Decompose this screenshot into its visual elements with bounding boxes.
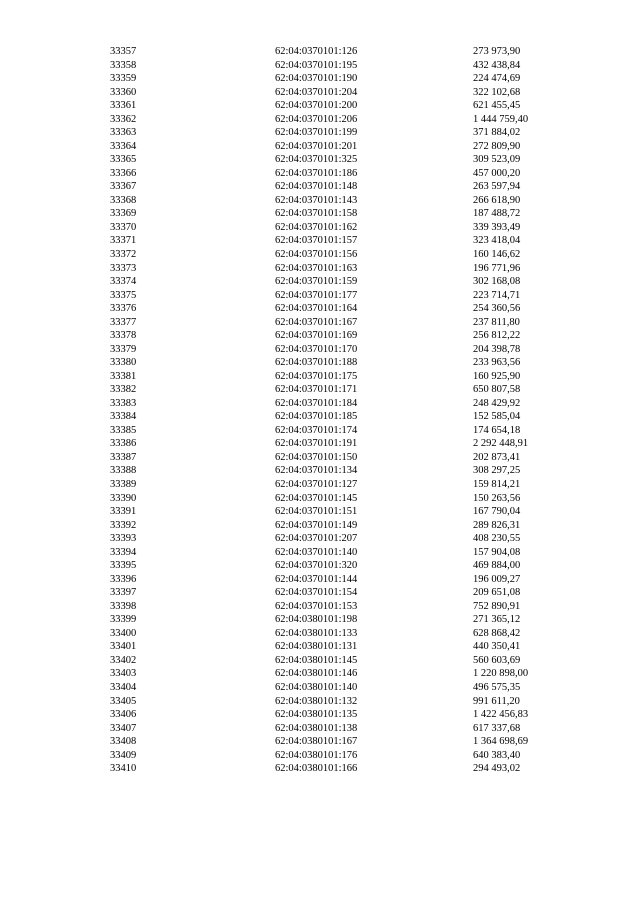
table-row [110, 722, 583, 736]
cadastral-number: 62:04:0370101:126 [275, 46, 358, 57]
cadastral-number: 62:04:0370101:175 [275, 370, 358, 382]
cadastral-number: 62:04:0370101:157 [275, 235, 358, 247]
cadastral-value: 1 220 898,00 [473, 668, 529, 680]
cadastral-value: 289 826,31 [473, 519, 521, 531]
cadastral-value: 323 418,04 [473, 235, 521, 247]
cadastral-number: 62:04:0370101:164 [275, 303, 358, 315]
table-row [110, 735, 583, 749]
cadastral-number: 62:04:0370101:134 [275, 465, 358, 477]
row-number: 33373 [110, 262, 137, 274]
cadastral-number: 62:04:0380101:131 [275, 641, 358, 653]
row-number: 33370 [110, 221, 137, 233]
cadastral-number: 62:04:0370101:148 [275, 181, 358, 193]
row-number: 33365 [110, 154, 137, 166]
cadastral-number: 62:04:0370101:188 [275, 357, 358, 369]
cadastral-number: 62:04:0370101:151 [275, 506, 358, 518]
cadastral-number: 62:04:0380101:138 [275, 722, 358, 734]
cadastral-value: 1 364 698,69 [473, 736, 529, 748]
cadastral-number: 62:04:0370101:190 [275, 73, 358, 85]
cadastral-value-table [110, 45, 583, 776]
cadastral-number: 62:04:0380101:145 [275, 654, 358, 666]
row-number: 33387 [110, 451, 137, 463]
cadastral-number: 62:04:0370101:159 [275, 276, 358, 288]
cadastral-value: 159 814,21 [473, 479, 521, 490]
cadastral-value: 273 973,90 [473, 46, 521, 57]
cadastral-value: 256 812,22 [473, 330, 521, 342]
cadastral-number: 62:04:0370101:204 [275, 86, 358, 98]
table-row [110, 262, 583, 276]
cadastral-number: 62:04:0370101:199 [275, 127, 358, 139]
cadastral-value: 991 611,20 [473, 695, 520, 707]
cadastral-value: 254 360,56 [473, 303, 521, 315]
table-row [110, 492, 583, 506]
cadastral-number: 62:04:0370101:154 [275, 587, 358, 599]
cadastral-value: 150 263,56 [473, 492, 521, 504]
row-number: 33379 [110, 343, 137, 355]
cadastral-number: 62:04:0370101:144 [275, 573, 358, 585]
cadastral-value: 408 230,55 [473, 533, 521, 545]
row-number: 33359 [110, 73, 137, 85]
cadastral-number: 62:04:0370101:207 [275, 533, 358, 545]
row-number: 33375 [110, 289, 137, 301]
cadastral-number: 62:04:0380101:135 [275, 709, 358, 721]
cadastral-number: 62:04:0370101:320 [275, 560, 358, 572]
row-number: 33401 [110, 641, 137, 653]
cadastral-number: 62:04:0370101:177 [275, 289, 358, 301]
row-number: 33395 [110, 560, 137, 572]
table-row [110, 194, 583, 208]
row-number: 33382 [110, 384, 137, 396]
cadastral-value: 621 455,45 [473, 100, 521, 112]
cadastral-value: 237 811,80 [473, 316, 520, 328]
cadastral-value: 160 925,90 [473, 370, 521, 382]
table-row [110, 600, 583, 614]
cadastral-number: 62:04:0370101:174 [275, 424, 358, 436]
cadastral-number: 62:04:0370101:145 [275, 492, 358, 504]
table-row [110, 207, 583, 221]
cadastral-value: 308 297,25 [473, 465, 521, 477]
cadastral-number: 62:04:0370101:127 [275, 479, 358, 490]
cadastral-number: 62:04:0370101:149 [275, 519, 358, 531]
table-row [110, 99, 583, 113]
table-row [110, 140, 583, 154]
table-row [110, 221, 583, 235]
table-row [110, 289, 583, 303]
cadastral-number: 62:04:0380101:198 [275, 614, 358, 626]
row-number: 33397 [110, 587, 137, 599]
table-row [110, 397, 583, 411]
cadastral-number: 62:04:0370101:167 [275, 316, 358, 328]
cadastral-value: 174 654,18 [473, 424, 521, 436]
cadastral-value: 167 790,04 [473, 506, 521, 518]
cadastral-value: 152 585,04 [473, 411, 521, 423]
table-row [110, 749, 583, 763]
table-row [110, 316, 583, 330]
table-row [110, 546, 583, 560]
row-number: 33407 [110, 722, 137, 734]
cadastral-number: 62:04:0380101:140 [275, 681, 358, 693]
row-number: 33364 [110, 140, 137, 152]
table-row [110, 370, 583, 384]
cadastral-number: 62:04:0370101:156 [275, 248, 358, 260]
row-number: 33392 [110, 519, 137, 531]
row-number: 33385 [110, 424, 137, 436]
row-number: 33371 [110, 235, 137, 247]
table-row [110, 343, 583, 357]
table-row [110, 248, 583, 262]
row-number: 33378 [110, 330, 137, 342]
cadastral-number: 62:04:0370101:169 [275, 330, 358, 342]
cadastral-number: 62:04:0370101:185 [275, 411, 358, 423]
cadastral-value: 233 963,56 [473, 357, 521, 369]
row-number: 33381 [110, 370, 137, 382]
cadastral-value: 650 807,58 [473, 384, 521, 396]
row-number: 33374 [110, 276, 137, 288]
cadastral-value: 628 868,42 [473, 627, 521, 639]
cadastral-value: 432 438,84 [473, 59, 521, 71]
cadastral-value: 272 809,90 [473, 140, 521, 152]
row-number: 33393 [110, 533, 137, 545]
table-row [110, 424, 583, 438]
table-row [110, 86, 583, 100]
cadastral-value: 440 350,41 [473, 641, 521, 653]
table-row [110, 708, 583, 722]
cadastral-value: 457 000,20 [473, 167, 521, 179]
cadastral-number: 62:04:0380101:166 [275, 763, 358, 775]
table-row [110, 437, 583, 451]
cadastral-number: 62:04:0380101:167 [275, 736, 358, 748]
row-number: 33366 [110, 167, 137, 179]
row-number: 33403 [110, 668, 137, 680]
table-row [110, 180, 583, 194]
cadastral-number: 62:04:0370101:150 [275, 451, 358, 463]
cadastral-value: 752 890,91 [473, 600, 521, 612]
row-number: 33357 [110, 46, 137, 57]
cadastral-value: 196 771,96 [473, 262, 521, 274]
cadastral-number: 62:04:0380101:133 [275, 627, 358, 639]
row-number: 33369 [110, 208, 137, 220]
row-number: 33363 [110, 127, 137, 139]
table-row [110, 695, 583, 709]
cadastral-value: 223 714,71 [473, 289, 521, 301]
cadastral-value: 322 102,68 [473, 86, 521, 98]
table-row [110, 113, 583, 127]
cadastral-value: 209 651,08 [473, 587, 521, 599]
cadastral-number: 62:04:0370101:170 [275, 343, 358, 355]
row-number: 33405 [110, 695, 137, 707]
cadastral-value: 157 904,08 [473, 546, 521, 558]
table-body [110, 45, 583, 776]
cadastral-value: 371 884,02 [473, 127, 521, 139]
cadastral-number: 62:04:0370101:162 [275, 221, 358, 233]
row-number: 33404 [110, 681, 137, 693]
table-row [110, 153, 583, 167]
row-number: 33372 [110, 248, 137, 260]
cadastral-value: 248 429,92 [473, 397, 521, 409]
table-row [110, 640, 583, 654]
cadastral-number: 62:04:0380101:176 [275, 749, 358, 761]
table-row [110, 45, 583, 59]
cadastral-number: 62:04:0370101:140 [275, 546, 358, 558]
cadastral-number: 62:04:0370101:325 [275, 154, 358, 166]
table-row [110, 329, 583, 343]
table-row [110, 126, 583, 140]
cadastral-value: 469 884,00 [473, 560, 521, 572]
cadastral-number: 62:04:0370101:201 [275, 140, 358, 152]
cadastral-value: 266 618,90 [473, 194, 521, 206]
cadastral-number: 62:04:0380101:132 [275, 695, 358, 707]
table-row [110, 762, 583, 776]
cadastral-number: 62:04:0370101:200 [275, 100, 358, 112]
row-number: 33399 [110, 614, 137, 626]
cadastral-value: 2 292 448,91 [473, 438, 529, 450]
cadastral-number: 62:04:0370101:195 [275, 59, 358, 71]
cadastral-number: 62:04:0370101:191 [275, 438, 358, 450]
cadastral-value: 187 488,72 [473, 208, 521, 220]
table-row [110, 519, 583, 533]
row-number: 33398 [110, 600, 137, 612]
row-number: 33362 [110, 113, 137, 125]
table-row [110, 654, 583, 668]
table-row [110, 613, 583, 627]
table-row [110, 667, 583, 681]
cadastral-value: 617 337,68 [473, 722, 521, 734]
row-number: 33384 [110, 411, 137, 423]
cadastral-value: 302 168,08 [473, 276, 521, 288]
cadastral-number: 62:04:0380101:146 [275, 668, 358, 680]
table-row [110, 167, 583, 181]
table-row [110, 586, 583, 600]
cadastral-value: 560 603,69 [473, 654, 521, 666]
table-row [110, 383, 583, 397]
row-number: 33360 [110, 86, 137, 98]
row-number: 33358 [110, 59, 137, 71]
row-number: 33380 [110, 357, 137, 369]
table-row [110, 275, 583, 289]
table-row [110, 72, 583, 86]
row-number: 33391 [110, 506, 137, 518]
row-number: 33361 [110, 100, 137, 112]
row-number: 33377 [110, 316, 137, 328]
cadastral-value: 224 474,69 [473, 73, 521, 85]
cadastral-value: 204 398,78 [473, 343, 521, 355]
cadastral-value: 1 444 759,40 [473, 113, 529, 125]
row-number: 33368 [110, 194, 137, 206]
cadastral-value: 160 146,62 [473, 248, 521, 260]
cadastral-value: 1 422 456,83 [473, 709, 529, 721]
row-number: 33390 [110, 492, 137, 504]
table-row [110, 681, 583, 695]
cadastral-value: 309 523,09 [473, 154, 521, 166]
row-number: 33388 [110, 465, 137, 477]
cadastral-number: 62:04:0370101:143 [275, 194, 358, 206]
row-number: 33406 [110, 709, 137, 721]
cadastral-number: 62:04:0370101:153 [275, 600, 358, 612]
cadastral-value: 202 873,41 [473, 451, 521, 463]
cadastral-value: 271 365,12 [473, 614, 521, 626]
table-row [110, 410, 583, 424]
row-number: 33383 [110, 397, 137, 409]
cadastral-number: 62:04:0370101:184 [275, 397, 358, 409]
table-row [110, 627, 583, 641]
row-number: 33410 [110, 763, 137, 775]
row-number: 33394 [110, 546, 137, 558]
table-row [110, 464, 583, 478]
cadastral-value: 294 493,02 [473, 763, 521, 775]
table-row [110, 478, 583, 492]
table-row [110, 302, 583, 316]
table-row [110, 532, 583, 546]
cadastral-number: 62:04:0370101:158 [275, 208, 358, 220]
row-number: 33367 [110, 181, 137, 193]
cadastral-value: 196 009,27 [473, 573, 521, 585]
row-number: 33408 [110, 736, 137, 748]
row-number: 33386 [110, 438, 137, 450]
row-number: 33396 [110, 573, 137, 585]
cadastral-value: 496 575,35 [473, 681, 521, 693]
table-row [110, 451, 583, 465]
row-number: 33376 [110, 303, 137, 315]
table-row [110, 234, 583, 248]
cadastral-number: 62:04:0370101:206 [275, 113, 358, 125]
cadastral-value: 339 393,49 [473, 221, 521, 233]
cadastral-number: 62:04:0370101:186 [275, 167, 358, 179]
row-number: 33409 [110, 749, 137, 761]
row-number: 33402 [110, 654, 137, 666]
table-row [110, 559, 583, 573]
table-row [110, 505, 583, 519]
table-row [110, 356, 583, 370]
cadastral-value: 640 383,40 [473, 749, 521, 761]
row-number: 33389 [110, 479, 137, 490]
cadastral-value: 263 597,94 [473, 181, 521, 193]
cadastral-number: 62:04:0370101:163 [275, 262, 358, 274]
cadastral-number: 62:04:0370101:171 [275, 384, 358, 396]
table-row [110, 573, 583, 587]
row-number: 33400 [110, 627, 137, 639]
table-row [110, 59, 583, 73]
